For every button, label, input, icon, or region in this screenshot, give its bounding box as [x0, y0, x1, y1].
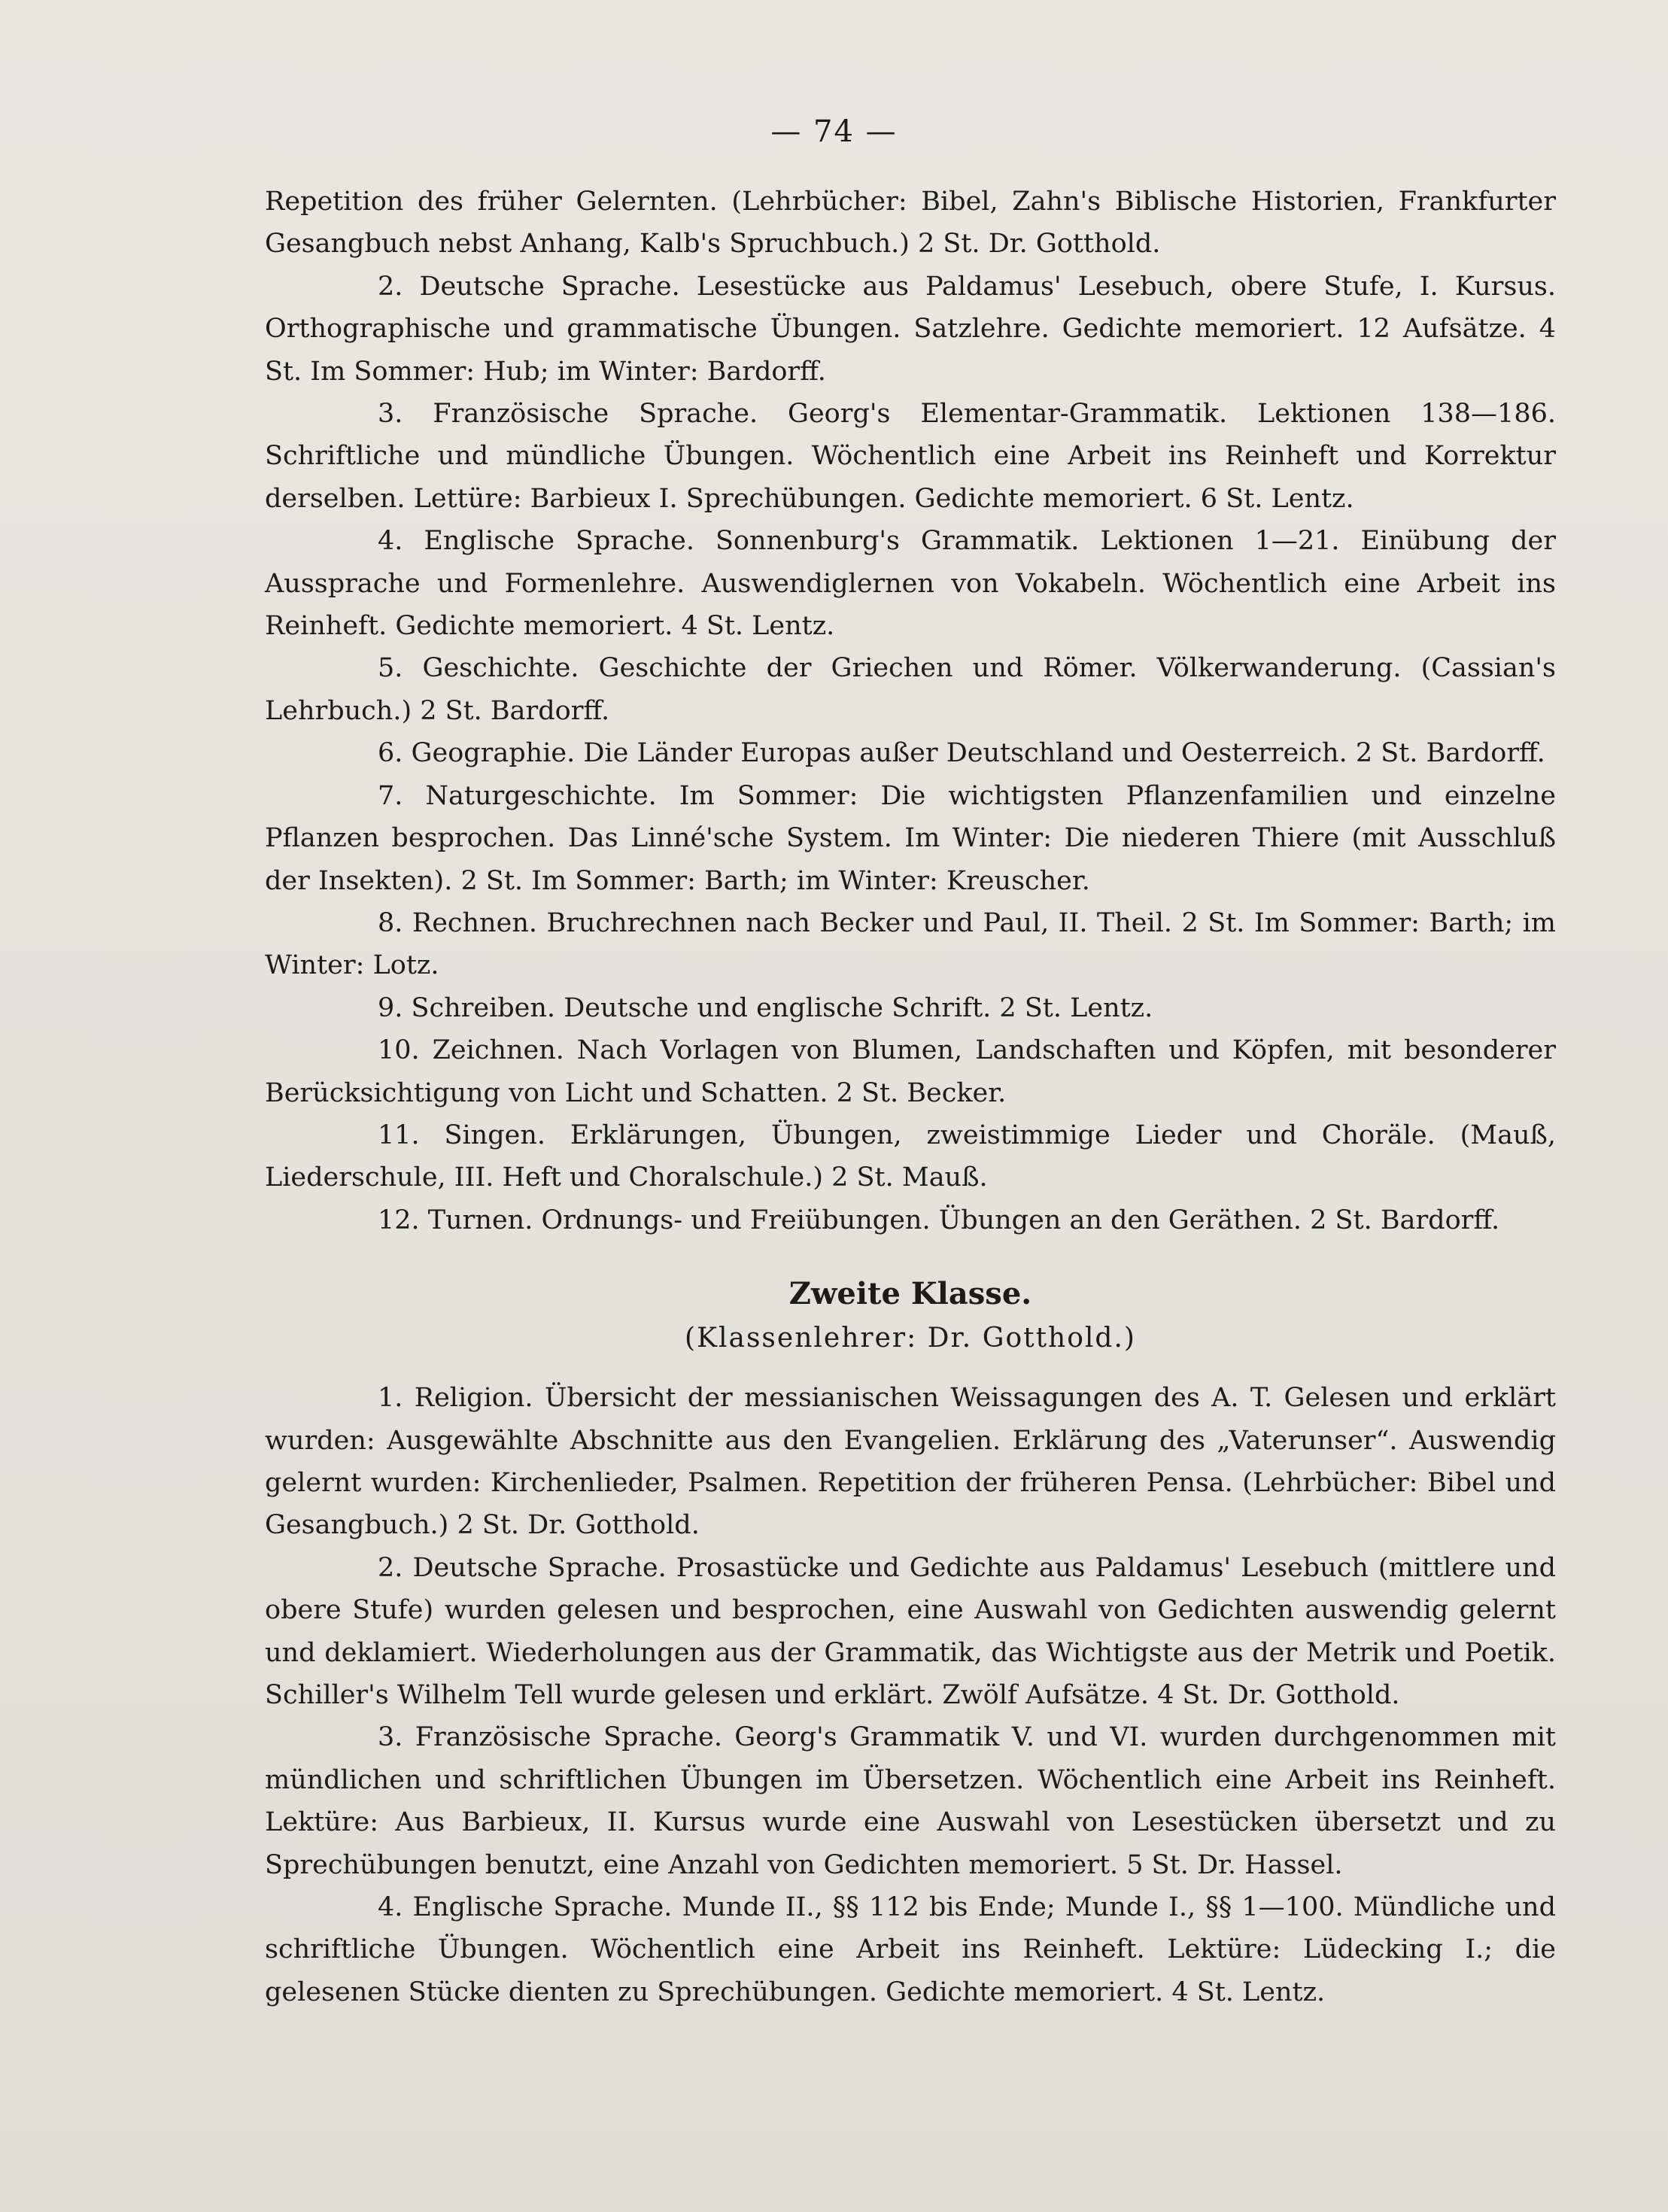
section-title: Zweite Klasse. [788, 1276, 1032, 1312]
paragraph-schreiben: 9. Schreiben. Deutsche und englische Schrift. 2 St. Lentz. [378, 992, 1153, 1023]
paragraph-englische-sprache-2: 4. Englische Sprache. Munde II., §§ 112 bis Ende; Munde I., §§ 1—100. Mündliche und schriftliche Übungen. Wöchentlich eine Arbeit ins Reinheft. Lektüre: Lüdecking I.; die gelesenen Stücke dienten zu Sprechübungen. Gedichte memoriert. 4 St. Lentz. [265, 1892, 1556, 2007]
paragraph-naturgeschichte: 7. Naturgeschichte. Im Sommer: Die wichtigsten Pflanzenfamilien und einzelne Pflanzen besprochen. Das Linné'sche System. Im Winter: Die niederen Thiere (mit Ausschluß der Insekten). 2 St. Im Sommer: Barth; im Winter: Kreuscher. [265, 780, 1556, 896]
paragraph-religion: 1. Religion. Übersicht der messianischen Weissagungen des A. T. Gelesen und erklärt wurden: Ausgewählte Abschnitte aus den Evangelien. Erklärung des „Vaterunser“. Auswendig gelernt wurden: Kirchenlieder, Psalmen. Repetition der früheren Pensa. (Lehrbücher: Bibel und Gesangbuch.) 2 St. Dr. Gotthold. [265, 1383, 1556, 1541]
page-body [265, 181, 1556, 2013]
paragraph-franzoesische-sprache: 3. Französische Sprache. Georg's Elementar-Grammatik. Lektionen 138—186. Schriftliche und mündliche Übungen. Wöchentlich eine Arbeit ins Reinheft und Korrektur derselben. Lettüre: Barbieux I. Sprechübungen. Gedichte memoriert. 6 St. Lentz. [265, 399, 1556, 514]
paragraph-englische-sprache: 4. Englische Sprache. Sonnenburg's Grammatik. Lektionen 1—21. Einübung der Aussprache und Formenlehre. Auswendiglernen von Vokabeln. Wöchentlich eine Arbeit ins Reinheft. Gedichte memoriert. 4 St. Lentz. [265, 526, 1556, 642]
paragraph-rechnen: 8. Rechnen. Bruchrechnen nach Becker und Paul, II. Theil. 2 St. Im Sommer: Barth; im Winter: Lotz. [265, 907, 1556, 981]
paragraph-geographie: 6. Geographie. Die Länder Europas außer Deutschland und Oesterreich. 2 St. Bardorff. [378, 738, 1545, 769]
paragraph-repetition: Repetition des früher Gelernten. (Lehrbücher: Bibel, Zahn's Biblische Historien, Frankfurter Gesangbuch nebst Anhang, Kalb's Spruchbuch.) 2 St. Dr. Gotthold. [265, 187, 1556, 260]
section-subtitle: (Klassenlehrer: Dr. Gotthold.) [685, 1323, 1136, 1354]
paragraph-deutsche-sprache: 2. Deutsche Sprache. Lesestücke aus Paldamus' Lesebuch, obere Stufe, I. Kursus. Orthographische und grammatische Übungen. Satzlehre. Gedichte memoriert. 12 Aufsätze. 4 St. Im Sommer: Hub; im Winter: Bardorff. [265, 271, 1556, 387]
page-number: — 74 — [770, 114, 898, 149]
paragraph-geschichte: 5. Geschichte. Geschichte der Griechen und Römer. Völkerwanderung. (Cassian's Lehrbuch.) 2 St. Bardorff. [265, 653, 1556, 726]
paragraph-franzoesische-sprache-2: 3. Französische Sprache. Georg's Grammatik V. und VI. wurden durchgenommen mit mündlichen und schriftlichen Übungen im Übersetzen. Wöchentlich eine Arbeit ins Reinheft. Lektüre: Aus Barbieux, II. Kursus wurde eine Auswahl von Lesestücken übersetzt und zu Sprechübungen benutzt, eine Anzahl von Gedichten memoriert. 5 St. Dr. Hassel. [265, 1722, 1556, 1880]
paragraph-zeichnen: 10. Zeichnen. Nach Vorlagen von Blumen, Landschaften und Köpfen, mit besonderer Berücksichtigung von Licht und Schatten. 2 St. Becker. [265, 1035, 1556, 1108]
paragraph-turnen: 12. Turnen. Ordnungs- und Freiübungen. Übungen an den Geräthen. 2 St. Bardorff. [378, 1205, 1500, 1235]
paragraph-deutsche-sprache-2: 2. Deutsche Sprache. Prosastücke und Gedichte aus Paldamus' Lesebuch (mittlere und obere Stufe) wurden gelesen und besprochen, eine Auswahl von Gedichten auswendig gelernt und deklamiert. Wiederholungen aus der Grammatik, das Wichtigste aus der Metrik und Poetik. Schiller's Wilhelm Tell wurde gelesen und erklärt. Zwölf Aufsätze. 4 St. Dr. Gotthold. [265, 1552, 1556, 1710]
paragraph-singen: 11. Singen. Erklärungen, Übungen, zweistimmige Lieder und Choräle. (Mauß, Liederschule, III. Heft und Choralschule.) 2 St. Mauß. [265, 1120, 1556, 1193]
